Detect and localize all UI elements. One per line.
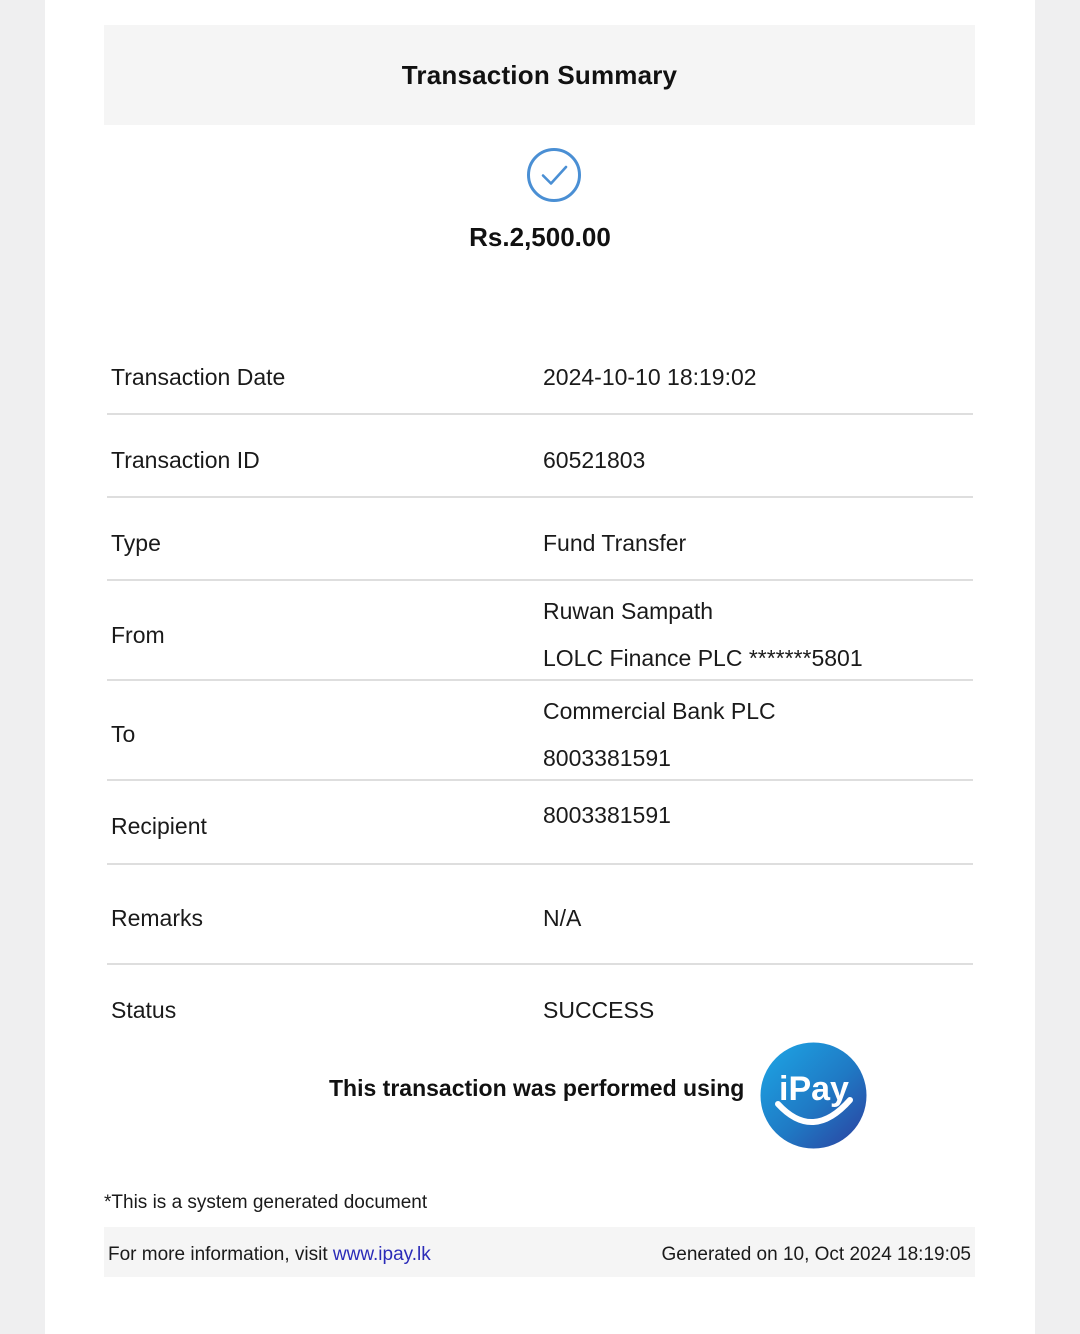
from-label: From [111, 622, 165, 648]
row-transaction-id [107, 415, 973, 498]
transaction-id-label: Transaction ID [111, 447, 260, 473]
to-account: 8003381591 [543, 745, 671, 771]
to-label: To [111, 721, 136, 747]
page-title: Transaction Summary [401, 59, 678, 90]
from-name: Ruwan Sampath [543, 598, 714, 624]
system-generated-note: *This is a system generated document [104, 1192, 428, 1213]
row-type [107, 498, 973, 581]
row-recipient [107, 781, 973, 865]
type-label: Type [111, 530, 161, 556]
transaction-id-value: 60521803 [543, 447, 646, 473]
check-circle-icon [526, 147, 582, 203]
details-table [107, 332, 973, 1045]
from-account: LOLC Finance PLC *******5801 [543, 645, 863, 671]
row-status [107, 965, 973, 1045]
status-label: Status [111, 997, 177, 1023]
receipt-page [45, 0, 1035, 1334]
svg-text:iPay: iPay [779, 1070, 849, 1108]
status-value: SUCCESS [543, 997, 655, 1023]
remarks-value: N/A [543, 905, 582, 931]
generated-timestamp: Generated on 10, Oct 2024 18:19:05 [661, 1244, 971, 1265]
footer-bar [104, 1227, 975, 1277]
transaction-amount: Rs.2,500.00 [469, 222, 611, 252]
transaction-date-label: Transaction Date [111, 364, 286, 390]
row-remarks [107, 865, 973, 965]
remarks-label: Remarks [111, 905, 204, 931]
type-value: Fund Transfer [543, 530, 687, 556]
row-transaction-date [107, 332, 973, 415]
performed-using-text: This transaction was performed using [329, 1075, 745, 1101]
summary-header [104, 25, 975, 125]
recipient-value: 8003381591 [543, 802, 671, 828]
to-bank: Commercial Bank PLC [543, 698, 776, 724]
ipay-website-link[interactable]: www.ipay.lk [332, 1244, 431, 1265]
more-info-prefix: For more information, visit [108, 1244, 328, 1265]
more-info-text [108, 1244, 431, 1266]
row-from [107, 581, 973, 681]
transaction-date-value: 2024-10-10 18:19:02 [543, 364, 757, 390]
recipient-label: Recipient [111, 813, 207, 839]
ipay-logo [760, 1042, 867, 1149]
row-to [107, 681, 973, 781]
